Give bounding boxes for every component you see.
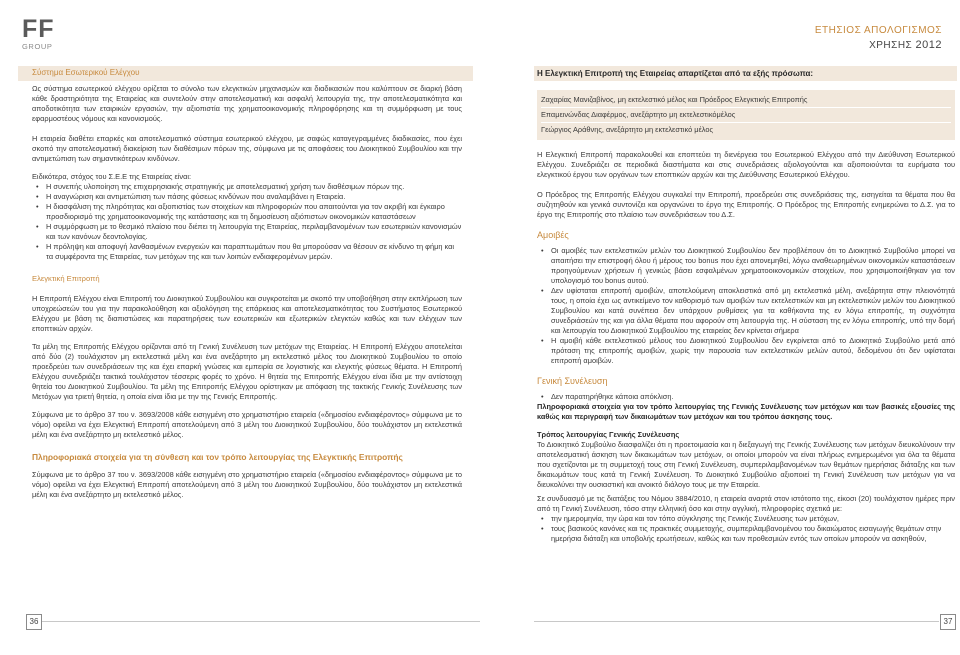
company-logo: [22, 15, 55, 51]
goals-list: [32, 182, 462, 262]
paragraph: Ως σύστημα εσωτερικού ελέγχου ορίζεται το σύνολο των ελεγκτικών μηχανισμών και διαδικασιών που καλύπτουν σε διαρκή βάση κάθε δραστηριότητα της Εταιρείας και συντελούν στην αποτελεσματική και ασφαλή λειτουργία της, την αποτελεσματικότητα και αποδοτικότητα των εταιρικών εργασιών, την αξιοπιστία της χρηματοοικονομικής πληροφόρησης και τη συμμόρφωση με τους εφαρμοστέους νόμους και κανονισμούς.: [32, 84, 462, 123]
left-column: [32, 84, 462, 500]
list-item: • Δεν παρατηρήθηκε κάποια απόκλιση.: [551, 392, 955, 402]
page-number-left: 36: [26, 614, 42, 630]
fees-list: [537, 246, 955, 366]
report-year-line: [815, 39, 942, 52]
footer-divider-right: [534, 621, 939, 622]
report-header: [815, 25, 942, 52]
member-row: Επαμεινώνδας Διαφέρμος, ανεξάρτητο μη εκτελεστικόμέλος: [541, 108, 951, 123]
list-item: • Η διασφάλιση της πληρότητας και αξιοπιστίας των στοιχείων και πληροφοριών που απαιτούνται για τον ακριβή και έγκαιρο προσδιορισμό της χρηματοοικονομικής της κατάστασης και τη δημοσίευση αξιόπιστων οικονομικών καταστάσεων: [46, 202, 462, 222]
member-row: Ζαχαρίας Μανιζαβίνος, μη εκτελεστικό μέλος και Πρόεδρος Ελεγκτικής Επιτροπής: [541, 93, 951, 108]
paragraph: Τα μέλη της Επιτροπής Ελέγχου ορίζονται από τη Γενική Συνέλευση των μετόχων της Εταιρείας. Η Επιτροπή Ελέγχου αποτελείται από δύο (2) τουλάχιστον μη εκτελεστικά μέλη και ένα ανεξάρτητο μη εκτελεστικό μέλος του Διοικητικού Συμβουλίου το οποίο προεδρεύει των συνεδριάσεων της και έχει επαρκή γνώσεις και εμπειρία σε λογιστικής και ελεγκτής φύσεως θέματα. Η Επιτροπή Ελέγχου συνεδριάζει τακτικά τουλάχιστον τέσσερις φορές το χρόνο. Η θητεία της Επιτροπής Ελέγχου είναι ίδια με την αντίστοιχη θητεία του Διοικητικού Συμβουλίου. Τα μέλη της Επιτροπής Ελέγχου ορίστηκαν με απόφαση της τακτικής Γενικής Συνέλευσης των Μετόχων για τριετή θητεία, η οποία είναι ίδια με την της Γενικής Επιτροπής.: [32, 342, 462, 401]
internal-control-title: Σύστημα Εσωτερικού Ελέγχου: [32, 68, 140, 77]
list-item: • Οι αμοιβές των εκτελεστικών μελών του Διοικητικού Συμβουλίου δεν προβλέπουν ότι το Διοικητικό Συμβούλιο μπορεί να απαιτήσει την επιστροφή όλου ή μέρους του bonus που έχει απονεμηθεί, λόγω αναθεωρημένων οικονομικών καταστάσεων προηγούμενων χρήσεων ή γενικώς βάσει εσφαλμένων χρηματοοικονομικών στοιχείων, που χρησιμοποιήθηκαν για τον υπολογισμό του bonus αυτού.: [551, 246, 955, 286]
list-item: • Δεν υφίσταται επιτροπή αμοιβών, αποτελούμενη αποκλειστικά από μη εκτελεστικά μέλη, ανεξάρτητα στην πλειονότητά τους, η οποία έχει ως αντικείμενο τον καθορισμό των αμοιβών των εκτελεστικών και μη εκτελεστικών μελών του Διοικητικού Συμβουλίου και κατά συνέπεια δεν υπάρχουν ρυθμίσεις για τα καθήκοντα της εν λόγω επιτροπής, τη συχνότητα συνεδριάσεών της και για άλλα θέματα που αφορούν στη λειτουργία της. Η σύσταση της εν λόγω επιτροπής, υπό την δομή και λειτουργία του Διοικητικού Συμβουλίου της εταιρείας δεν κρίνεται σήμερα: [551, 286, 955, 336]
audit-committee-heading: Ελεγκτική Επιτροπή: [32, 274, 100, 283]
paragraph: Ο Πρόεδρος της Επιτροπής Ελέγχου συγκαλεί την Επιτροπή, προεδρεύει στις συνεδριάσεις της, εισηγείται τα θέματα που θα συζητηθούν και γενικά συντονίζει και οργανώνει το έργο της Επιτροπής. Ο Πρόεδρος της Επιτροπής ενημερώνει το Δ.Σ. για το έργο της Επιτροπής στο πλαίσιο των συνεδριάσεων του Δ.Σ.: [537, 190, 955, 219]
audit-committee-members-title: Η Ελεγκτική Επιτροπή της Εταιρείας απαρτίζεται από τα εξής πρόσωπα:: [537, 69, 814, 78]
year-value: 2012: [915, 39, 942, 51]
paragraph: Σύμφωνα με το άρθρο 37 του ν. 3693/2008 κάθε εισηγμένη στο χρηματιστήριο εταιρεία («δημοσίου ενδιαφέροντος» σύμφωνα με το νόμο) οφείλει να έχει Ελεγκτική Επιτροπή αποτελούμενη από 3 μέλη του Διοικητικού Συμβουλίου, δύο τουλάχιστον μη εκτελεστικά μέλη και ένα ανεξάρτητο μη εκτελεστικό μέλος.: [32, 470, 462, 499]
paragraph: Σε συνδυασμό με τις διατάξεις του Νόμου 3884/2010, η εταιρεία αναρτά στον ιστότοπο της, είκοσι (20) τουλάχιστον ημέρες πριν από τη Γενική Συνέλευση, τόσο στην ελληνική όσο και στην αγγλική, πληροφορίες σχετικά με:: [537, 494, 955, 513]
year-label: ΧΡΗΣΗΣ: [869, 40, 913, 51]
ga-subheading: Τρόπος λειτουργίας Γενικής Συνέλευσης: [537, 430, 680, 439]
fees-heading: Αμοιβές: [537, 230, 569, 240]
paragraph: Σύμφωνα με το άρθρο 37 του ν. 3693/2008 κάθε εισηγμένη στο χρηματιστήριο εταιρεία («δημοσίου ενδιαφέροντος» σύμφωνα με το νόμο) οφείλει να έχει Ελεγκτική Επιτροπή αποτελούμενη από 3 μέλη του Διοικητικού Συμβουλίου, δύο τουλάχιστον μη εκτελεστικά μέλη και ένα ανεξάρτητο μη εκτελεστικό μέλος.: [32, 410, 462, 439]
paragraph: Η εταιρεία διαθέτει επαρκές και αποτελεσματικό σύστημα εσωτερικού ελέγχου, με σαφώς καταγεγραμμένες διαδικασίες, που έχει σκοπό την αποτελεσματική διακείριση των διαθέσιμων πόρων της, σύμφωνα με τις αποφάσεις του Διοικητικού Συμβουλίου και την αντιμετώπιση των σημαντικότερων κινδύνων.: [32, 134, 462, 163]
ga-bold-paragraph: Πληροφοριακά στοιχεία για τον τρόπο λειτουργίας της Γενικής Συνέλευσης των μετόχων και των βασικές εξουσίες της καθώς και περιγραφή των δικαιωμάτων των μετόχων και του τρόπου άσκησης τους.: [537, 402, 955, 421]
list-item: • τους βασικούς κανόνες και τις πρακτικές συμμετοχής, συμπεριλαμβανομένου του δικαιώματος εισαγωγής θεμάτων στην ημερήσια διάταξη και υποβολής ερωτήσεων, καθώς και των προθεσμιών εντός των οποίων μπορούν να ασκηθούν,: [551, 524, 955, 544]
logo-group: GROUP: [22, 42, 53, 51]
member-row: Γεώργιος Αράθνης, ανεξάρτητο μη εκτελεστικό μέλος: [541, 125, 714, 134]
list-item: • Η αμοιβή κάθε εκτελεστικού μέλους του Διοικητικού Συμβουλίου δεν εγκρίνεται από το Διοικητικό Συμβούλιο μετά από πρόταση της επιτροπής αμοιβών, χωρίς την παρουσία των εκτελεστικών μελών αυτού, δεδομένου ότι δεν υφίσταται επιτροπή αμοιβών.: [551, 336, 955, 366]
info-heading: Πληροφοριακά στοιχεία για τη σύνθεση και τον τρόπο λειτουργίας της Ελεγκτικής Επιτροπής: [32, 452, 403, 462]
footer-divider-left: [42, 621, 480, 622]
general-assembly-heading: Γενική Συνέλευση: [537, 376, 608, 386]
paragraph: Η Ελεγκτική Επιτροπή παρακολουθεί και εποπτεύει τη διενέργεια του Εσωτερικού Ελέγχου από την Διεύθυνση Εσωτερικού Ελέγχου. Συνεδριάζει σε περιοδικά διαστήματα και στις συνεδριάσεις αξιολογούνται και αξιοποιούνται τα ευρήματα του ελεγκτικού έργου των οργάνων των εποπτικών αρχών και της Διεύθυνσης Εσωτερικού Ελέγχου.: [537, 150, 955, 179]
logo-ff: FF: [22, 15, 55, 43]
report-title: ΕΤΗΣΙΟΣ ΑΠΟΛΟΓΙΣΜΟΣ: [814, 25, 942, 36]
paragraph: Το Διοικητικό Συμβούλιο διασφαλίζει ότι η προετοιμασία και η διεξαγωγή της Γενικής Συνέλευσης των μετόχων διευκολύνουν την αποτελεσματική άσκηση των δικαιωμάτων των μετόχων, οι οποίοι μπορούν να είναι πλήρως ενημερωμένοι για όλα τα θέματα που σχετίζονται με τη συμμετοχή τους στη Γενική Συνέλευση, συμπεριλαμβανομένων των θεμάτων ημερήσιας διάταξης και των δικαιωμάτων τους κατά τη Γενική Συνέλευση. Το Διοικητικό Συμβούλιο αξιοποιεί τη Γενική Συνέλευση των μετόχων για να διευκολύνει την ουσιαστική και ανοικτό διάλογο τους με την Εταιρεία.: [537, 440, 955, 489]
list-item: • Η συμμόρφωση με το θεσμικό πλαίσιο που διέπει τη λειτουργία της Εταιρείας, περιλαμβανομένων των εσωτερικών κανονισμών και των κανόνων δεοντολογίας.: [46, 222, 462, 242]
list-item: • Η αναγνώριση και αντιμετώπιση των πάσης φύσεως κινδύνων που αναλαμβάνει η Εταιρεία.: [46, 192, 462, 202]
page-number-right: 37: [940, 614, 956, 630]
ga-info-list: [537, 514, 955, 544]
list-item: • Η συνεπής υλοποίηση της επιχειρησιακής στρατηγικής με αποτελεσματική χρήση των διαθέσιμων πόρων της.: [46, 182, 462, 192]
list-item: • Η πρόληψη και αποφυγή λανθασμένων ενεργειών και παραπτωμάτων που θα μπορούσαν να θέσουν σε κίνδυνο τη φήμη και τα συμφέροντα της Εταιρείας, των μετόχων της και των λοιπών ενδιαφερομένων μερών.: [46, 242, 462, 262]
paragraph: Η Επιτροπή Ελέγχου είναι Επιτροπή του Διοικητικού Συμβουλίου και συγκροτείται με σκοπό την υποβοήθηση στην εκπλήρωση των υποχρεώσεών του για την παρακολούθηση και αξιολόγηση της επάρκειας και αποτελεσματικότητας του Συστήματος Εσωτερικού Ελέγχου με βάση τις διαπιστώσεις και παρατηρήσεις των εσωτερικών και εξωτερικών ελεγκτών καθώς και των ελέγχων των εποπτικών αρχών.: [32, 294, 462, 333]
list-item: • την ημερομηνία, την ώρα και τον τόπο σύγκλησης της Γενικής Συνέλευσης των μετόχων,: [551, 514, 955, 524]
ga-list: [537, 392, 955, 402]
members-box: [537, 90, 955, 140]
paragraph: Ειδικότερα, στόχος του Σ.Ε.Ε της Εταιρείας είναι:: [32, 172, 192, 181]
right-column: [537, 84, 955, 544]
